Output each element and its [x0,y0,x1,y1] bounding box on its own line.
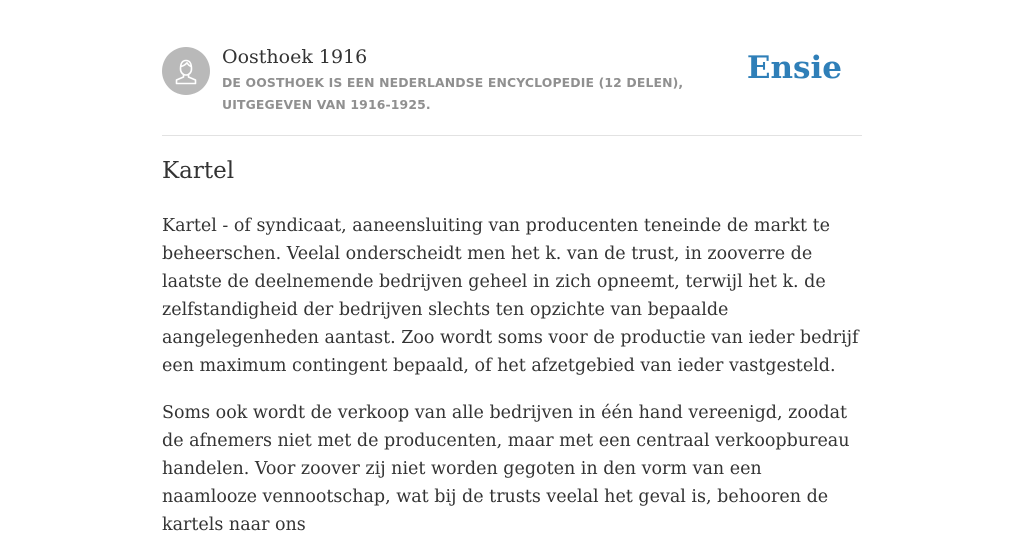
source-description: DE OOSTHOEK IS EEN NEDERLANDSE ENCYCLOPEDIE (12 DELEN), UITGEGEVEN VAN 1916-1925. [222,75,684,112]
article-paragraph: Kartel - of syndicaat, aaneensluiting van producenten teneinde de markt te beheerschen. Veelal onderscheidt men het k. van de trust, in zooverre de laatste de deelnemende bedrijven geheel in zich opneemt, terwijl het k. de zelfstandigheid der bedrijven slechts ten opzichte van bepaalde aangelegenheden aantast. Zoo wordt soms voor de productie van ieder bedrijf een maximum contingent bepaald, of het afzetgebied van ieder vastgesteld. [162,216,859,376]
brand-logo[interactable]: Ensie [746,50,842,86]
avatar[interactable] [162,47,210,95]
article-body [162,212,862,558]
source-header [162,44,862,136]
source-title[interactable]: Oosthoek 1916 [222,46,368,68]
article-paragraph: Soms ook wordt de verkoop van alle bedrijven in één hand vereenigd, zoodat de afnemers niet met de producenten, maar met een centraal verkoopbureau handelen. Voor zoover zij niet worden gegoten in den vorm van een naamlooze vennootschap, wat bij de trusts veelal het geval is, behooren de kartels naar ons [162,403,850,535]
user-icon [162,47,210,95]
article-title: Kartel [162,158,235,184]
divider [162,135,862,136]
